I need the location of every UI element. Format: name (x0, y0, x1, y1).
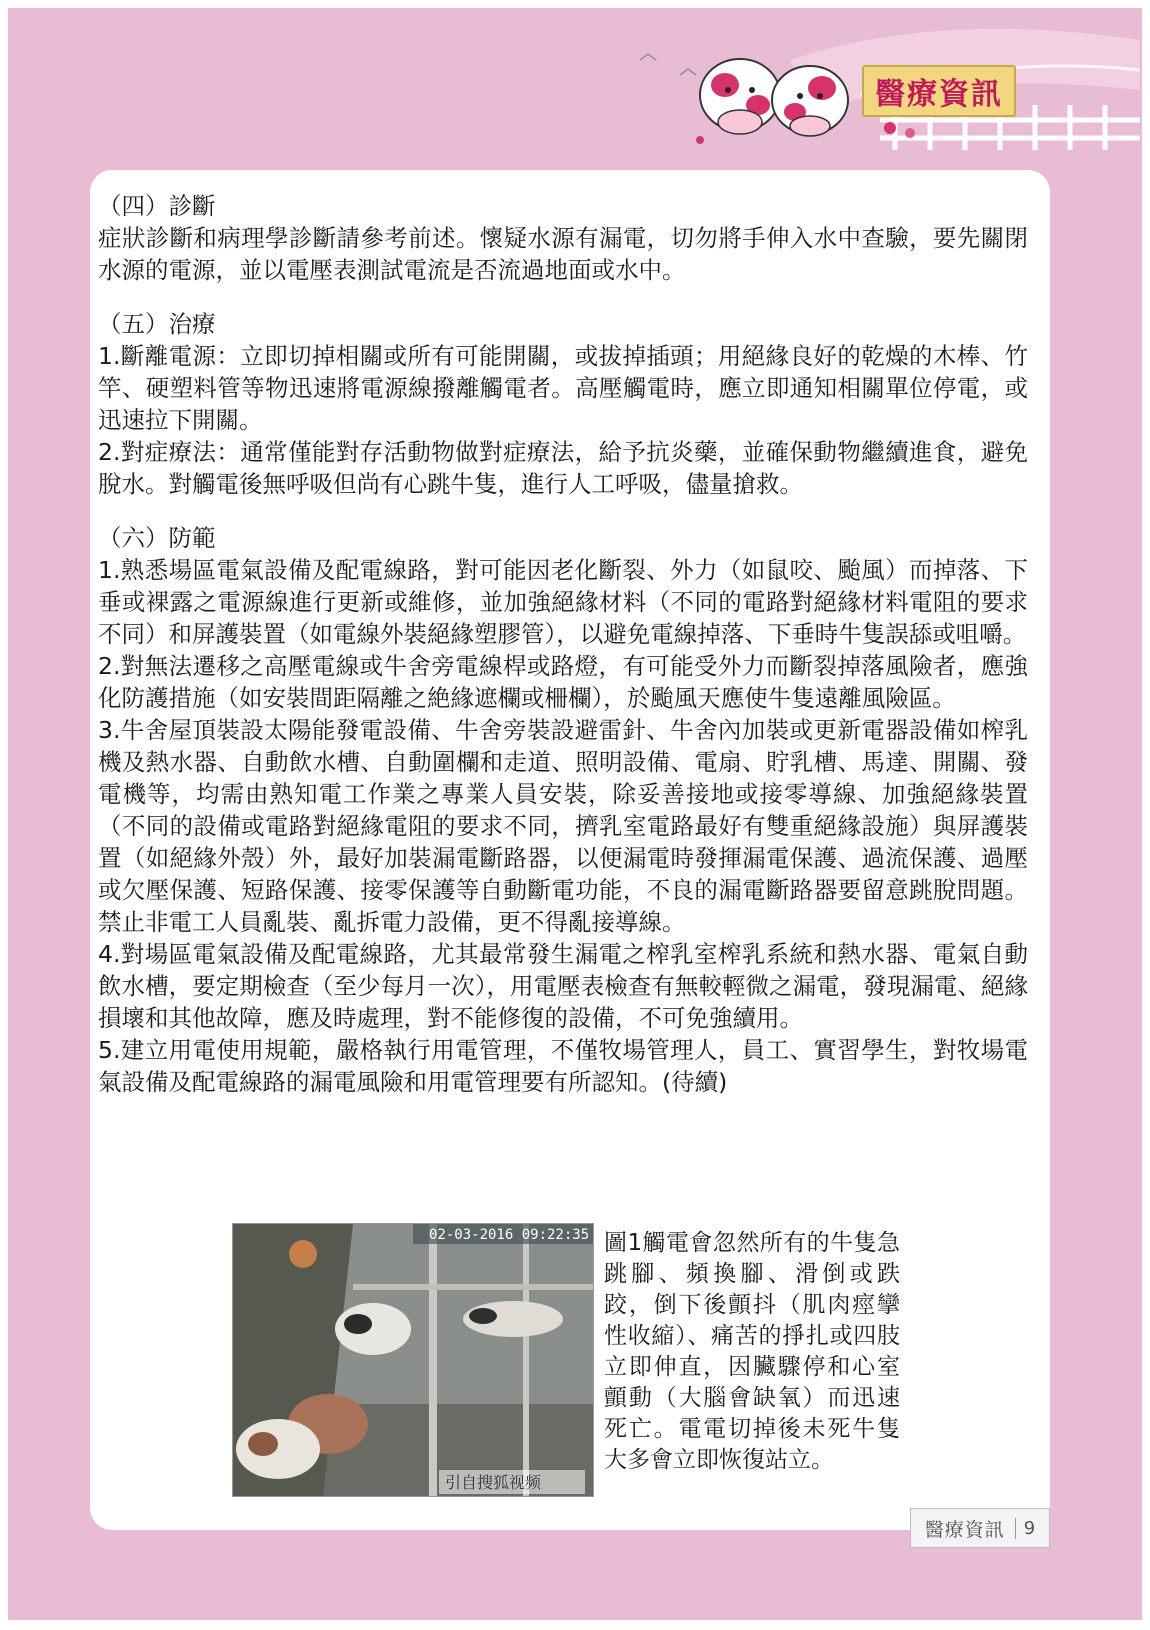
article-body (98, 190, 1028, 1098)
figure-photo (232, 1223, 594, 1497)
paragraph: 5.建立用電使用規範，嚴格執行用電管理，不僅牧場管理人，員工、實習學生，對牧場電氣設備及配電線路的漏電風險和用電管理要有所認知。(待續) (98, 1036, 1028, 1096)
section-tag: 醫療資訊 (862, 65, 1016, 117)
figure-timestamp: 02-03-2016 09:22:35 (429, 1227, 590, 1243)
page-number: 9 (1015, 1518, 1035, 1539)
paragraph: 1.斷離電源：立即切掉相關或所有可能開關，或拔掉插頭；用絕緣良好的乾燥的木棒、竹竿、硬塑料管等物迅速將電源線撥離觸電者。高壓觸電時，應立即通知相關單位停電，或迅速拉下開關。 (98, 342, 1028, 434)
figure-caption: 圖1觸電會忽然所有的牛隻急跳腳、頻換腳、滑倒或跌跤，倒下後顫抖（肌肉痙攣性收縮）、痛苦的掙扎或四肢立即伸直，因臟驟停和心室顫動（大腦會缺氧）而迅速死亡。電電切掉後未死牛隻大多會立即恢復站立。 (604, 1230, 900, 1473)
paragraph: 2.對無法遷移之高壓電線或牛舍旁電線桿或路燈，有可能受外力而斷裂掉落風險者，應強化防護措施（如安裝間距隔離之絶緣遮欄或柵欄），於颱風天應使牛隻遠離風險區。 (98, 652, 1028, 712)
footer-section-label: 醫療資訊 (924, 1518, 1005, 1541)
heading-prevention: （六）防範 (98, 524, 216, 552)
paragraph: 2.對症療法：通常僅能對存活動物做對症療法，給予抗炎藥，並確保動物繼續進食，避免脫水。對觸電後無呼吸但尚有心跳牛隻，進行人工呼吸，儘量搶救。 (98, 438, 1028, 498)
paragraph: 症狀診斷和病理學診斷請參考前述。懷疑水源有漏電，切勿將手伸入水中查驗，要先關閉水源的電源，並以電壓表測試電流是否流過地面或水中。 (98, 224, 1028, 284)
paragraph: 3.牛舍屋頂裝設太陽能發電設備、牛舍旁裝設避雷針、牛舍內加裝或更新電器設備如榨乳機及熱水器、自動飲水槽、自動圍欄和走道、照明設備、電扇、貯乳槽、馬達、開關、發電機等，均需由熟知電工作業之專業人員安裝，除妥善接地或接零導線、加強絕緣裝置（不同的設備或電路對絕緣電阻的要求不同，擠乳室電路最好有雙重絕緣設施）與屏護裝置（如絕緣外殼）外，最好加裝漏電斷路器，以便漏電時發揮漏電保護、過流保護、過壓或欠壓保護、短路保護、接零保護等自動斷電功能，不良的漏電斷路器要留意跳脫問題。禁止非電工人員亂裝、亂拆電力設備，更不得亂接導線。 (98, 716, 1028, 936)
paragraph: 1.熟悉場區電氣設備及配電線路，對可能因老化斷裂、外力（如鼠咬、颱風）而掉落、下垂或裸露之電源線進行更新或維修，並加強絕緣材料（不同的電路對絕緣材料電阻的要求不同）和屏護裝置（如電線外裝絕緣塑膠管），以避免電線掉落、下垂時牛隻誤舔或咀嚼。 (98, 556, 1028, 648)
paragraph: 4.對場區電氣設備及配電線路，尤其最常發生漏電之榨乳室榨乳系統和熱水器、電氣自動飲水槽，要定期檢查（至少每月一次），用電壓表檢查有無較輕微之漏電，發現漏電、絕緣損壞和其他故障，應及時處理，對不能修復的設備，不可免強續用。 (98, 940, 1028, 1032)
page-footer (910, 1508, 1050, 1548)
heading-treatment: （五）治療 (98, 310, 216, 338)
heading-diagnosis: （四）診斷 (98, 192, 216, 220)
figure-watermark: 引自搜狐视频 (445, 1473, 542, 1492)
